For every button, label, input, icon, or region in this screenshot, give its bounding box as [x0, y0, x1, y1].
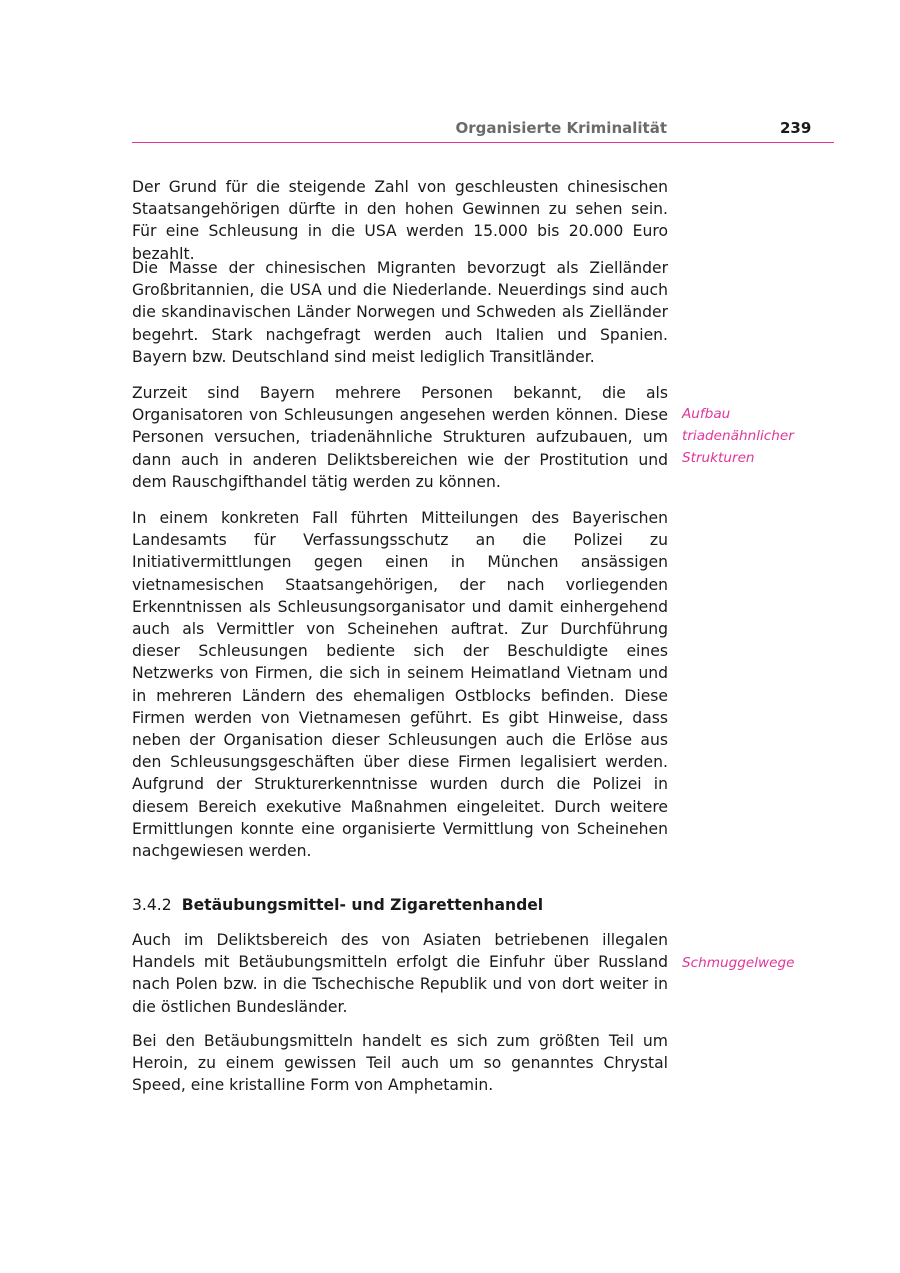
running-header — [132, 116, 834, 143]
running-title: Organisierte Kriminalität — [455, 119, 667, 137]
paragraph-heroin: Bei den Betäubungsmitteln handelt es sich zum größten Teil um Heroin, zu einem gewissen Teil auch um so genanntes Chrystal Speed, eine kristalline Form von Amphetamin. — [132, 1032, 668, 1095]
page-number: 239 — [780, 119, 812, 137]
section-number: 3.4.2 — [132, 896, 172, 914]
section-title: Betäubungsmittel- und Zigarettenhandel — [181, 896, 544, 914]
margin-note-schmuggelwege: Schmuggelwege — [682, 955, 795, 971]
paragraph-schleusung-gewinne: Der Grund für die steigende Zahl von geschleusten chinesischen Staatsangehörigen dürfte in den hohen Gewinnen zu sehen sein. Für eine Schleusung in die USA werden 15.000 bis 20.000 Euro bezahlt. — [132, 178, 668, 263]
paragraph-ziellaender: Die Masse der chinesischen Migranten bevorzugt als Zielländer Großbritannien, die USA und die Niederlande. Neuerdings sind auch die skandinavischen Länder Norwegen und Schweden als Zielländer begehrt. Stark nachgefragt werden auch Italien und Spanien. Bayern bzw. Deutschland sind meist lediglich Transitländer. — [132, 259, 668, 366]
margin-note-triaden: Aufbau triadenähnlicher Strukturen — [682, 406, 794, 467]
section-heading — [132, 894, 543, 916]
paragraph-schmuggelwege: Auch im Deliktsbereich des von Asiaten betriebenen illegalen Handels mit Betäubungsmitteln erfolgt die Einfuhr über Russland nach Polen bzw. in die Tschechische Republik und von dort weiter in die östlichen Bundesländer. — [132, 931, 668, 1016]
paragraph-organisatoren: Zurzeit sind Bayern mehrere Personen bekannt, die als Organisatoren von Schleusungen angesehen werden können. Diese Personen versuchen, triadenähnliche Strukturen aufzubauen, um dann auch in anderen Deliktsbereichen wie der Prostitution und dem Rauschgifthandel tätig werden zu können. — [132, 384, 668, 491]
paragraph-konkreter-fall: In einem konkreten Fall führten Mitteilungen des Bayerischen Landesamts für Verfassungsschutz an die Polizei zu Initiativermittlungen gegen einen in München ansässigen vietnamesischen Staatsangehörigen, der nach vorliegenden Erkenntnissen als Schleusungsorganisator und damit einhergehend auch als Vermittler von Scheinehen auftrat. Zur Durchführung dieser Schleusungen bediente sich der Beschuldigte eines Netzwerks von Firmen, die sich in seinem Heimatland Vietnam und in mehreren Ländern des ehemaligen Ostblocks befinden. Diese Firmen werden von Vietnamesen geführt. Es gibt Hinweise, dass neben der Organisation dieser Schleusungen auch die Erlöse aus den Schleusungsgeschäften über diese Firmen legalisiert werden. Aufgrund der Strukturerkenntnisse wurden durch die Polizei in diesem Bereich exekutive Maßnahmen eingeleitet. Durch weitere Ermittlungen konnte eine organisierte Vermittlung von Scheinehen nachgewiesen werden. — [132, 509, 668, 861]
